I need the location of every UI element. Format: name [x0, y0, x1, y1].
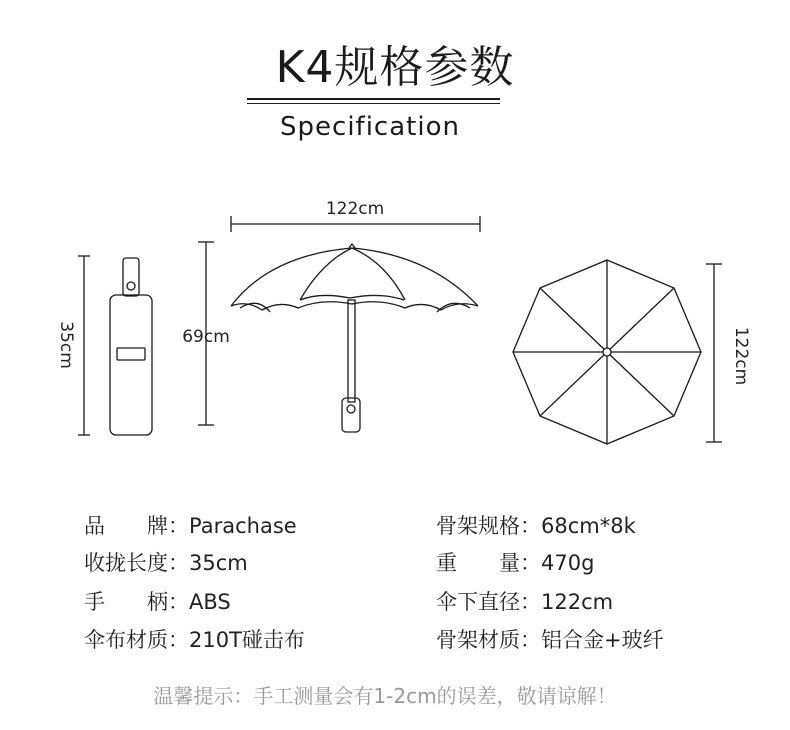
- umbrella-handle: [342, 398, 360, 432]
- spec-row-fabric: 伞布材质：210T碰击布: [84, 628, 305, 652]
- page-subtitle: Specification: [280, 112, 460, 142]
- folded-umbrella-illustration: [78, 256, 152, 435]
- diameter-label: 122cm: [731, 326, 751, 386]
- folded-sleeve: [110, 295, 152, 435]
- folded-height-label: 35cm: [56, 321, 76, 369]
- spec-key: 品: [84, 514, 105, 538]
- spec-key: 收拢长度: [84, 551, 168, 575]
- spec-key: 手: [84, 590, 105, 614]
- page-title: K4规格参数: [275, 42, 515, 93]
- canopy-center: [603, 348, 611, 356]
- spec-value: Parachase: [189, 514, 297, 538]
- spec-value: 68cm*8k: [541, 514, 636, 538]
- spec-key: 伞下直径: [436, 590, 520, 614]
- spec-value: 210T碰击布: [189, 628, 305, 652]
- umbrella-shaft: [348, 300, 355, 402]
- spec-key: 柄: [147, 590, 168, 614]
- spec-row-folded-length: 收拢长度：35cm: [84, 551, 248, 575]
- spec-value: 铝合金+玻纤: [541, 628, 664, 652]
- canopy-ribs: [300, 248, 405, 300]
- open-width-label: 122cm: [325, 199, 385, 219]
- open-height-label: 69cm: [182, 327, 230, 347]
- spec-key: 重: [436, 551, 457, 575]
- spec-row-brand: 品 牌：Parachase: [84, 514, 297, 538]
- spec-key: 骨架材质: [436, 628, 520, 652]
- spec-value: 470g: [541, 551, 595, 575]
- spec-value: 122cm: [541, 590, 614, 614]
- canopy-top-view-illustration: [513, 260, 722, 444]
- spec-row-weight: 重 量：470g: [436, 551, 595, 575]
- spec-value: ABS: [189, 590, 231, 614]
- spec-row-handle: 手 柄：ABS: [84, 590, 231, 614]
- folded-button: [127, 282, 135, 290]
- spec-value: 35cm: [189, 551, 248, 575]
- spec-key: 伞布材质: [84, 628, 168, 652]
- handle-button: [347, 405, 355, 413]
- spec-row-frame-material: 骨架材质：铝合金+玻纤: [436, 628, 664, 652]
- spec-row-frame-spec: 骨架规格：68cm*8k: [436, 514, 636, 538]
- spec-row-diameter: 伞下直径：122cm: [436, 590, 614, 614]
- spec-key: 骨架规格: [436, 514, 520, 538]
- folded-label-patch: [117, 348, 145, 360]
- spec-key: 量: [499, 551, 520, 575]
- spec-key: 牌: [147, 514, 168, 538]
- measurement-note: 温馨提示：手工测量会有1-2cm的误差，敬请谅解！: [153, 684, 617, 708]
- open-umbrella-illustration: [198, 216, 480, 432]
